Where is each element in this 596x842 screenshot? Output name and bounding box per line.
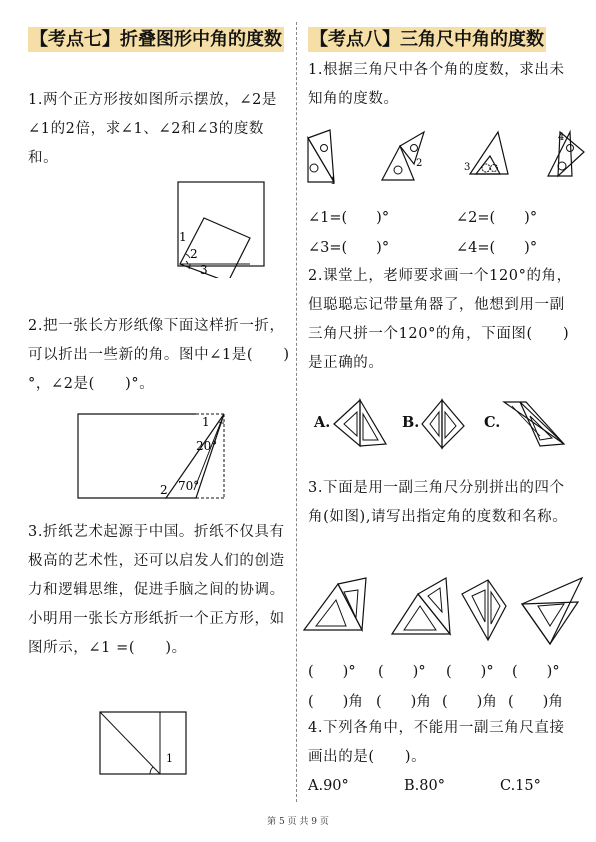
option-a-figure	[330, 398, 390, 448]
fig2-angle-70: 70°	[178, 479, 200, 493]
page-footer: 第 5 页 共 9 页	[267, 817, 329, 827]
q3-name-blank-2[interactable]: ( )角	[376, 694, 431, 710]
fig1-label-1: 1	[179, 230, 187, 244]
ruler-figure-1	[308, 130, 336, 187]
section-title-7: 【考点七】折叠图形中角的度数	[30, 29, 282, 50]
q3-name-blank-3[interactable]: ( )角	[442, 694, 497, 710]
combo-figure-1	[304, 578, 366, 630]
blank-angle-3[interactable]: ∠3=( )°	[308, 240, 390, 256]
q3-degree-blank-3[interactable]: ( )°	[446, 664, 494, 680]
fig1-label-2: 2	[190, 247, 198, 261]
q1-blanks-row-2	[308, 236, 578, 257]
svg-text:1: 1	[330, 176, 337, 187]
q3-degree-blank-4[interactable]: ( )°	[512, 664, 560, 680]
ruler-figure-3	[464, 132, 508, 174]
option-b-figure	[418, 398, 468, 450]
option-c-figure	[500, 398, 570, 450]
right-question-2: 2.课堂上，老师要求画一个120°的角，但聪聪忘记带量角器了，他想到用一副三角尺拼一个120°的角，下面图( )是正确的。	[308, 268, 572, 371]
q3-degree-row	[308, 660, 578, 681]
option-b-label[interactable]: B.	[402, 414, 420, 431]
triangle-rulers-row-3	[300, 574, 590, 646]
triangle-rulers-row-1	[300, 126, 590, 190]
blank-angle-4[interactable]: ∠4=( )°	[456, 240, 538, 256]
fig1-label-3: 3	[200, 263, 208, 277]
folded-rectangle-figure	[76, 412, 236, 502]
left-question-3: 3.折纸艺术起源于中国。折纸不仅具有极高的艺术性，还可以启发人们的创造力和逻辑思维，促进手脑之间的协调。小明用一张长方形纸折一个正方形，如图所示，∠1 =( )。	[28, 524, 285, 656]
folded-square-figure	[98, 710, 188, 776]
combo-figure-2	[392, 578, 450, 634]
fig3-label-1: 1	[166, 752, 173, 765]
blank-angle-2[interactable]: ∠2=( )°	[456, 210, 538, 226]
ruler-figure-2	[382, 132, 424, 180]
left-question-1: 1.两个正方形按如图所示摆放，∠2是∠1的2倍，求∠1、∠2和∠3的度数和。	[28, 92, 278, 166]
column-divider	[296, 22, 297, 802]
q4-option-a[interactable]: A.90°	[308, 778, 349, 794]
right-question-3: 3.下面是用一副三角尺分别拼出的四个角(如图),请写出指定角的度数和名称。	[308, 480, 568, 525]
section-title-7-wrap	[28, 26, 290, 53]
q3-degree-blank-1[interactable]: ( )°	[308, 664, 356, 680]
q3-degree-blank-2[interactable]: ( )°	[378, 664, 426, 680]
q4-option-c[interactable]: C.15°	[500, 778, 541, 794]
left-question-2: 2.把一张长方形纸像下面这样折一折，可以折出一些新的角。图中∠1是( )°，∠2是( )°。	[28, 318, 290, 392]
svg-text:3: 3	[464, 162, 471, 173]
ruler-figure-4	[548, 132, 584, 176]
option-c-label[interactable]: C.	[484, 414, 501, 431]
fig2-label-2: 2	[160, 483, 168, 497]
section-title-8: 【考点八】三角尺中角的度数	[310, 29, 544, 50]
fig2-label-1: 1	[202, 415, 210, 429]
q4-option-b[interactable]: B.80°	[404, 778, 445, 794]
q3-name-blank-4[interactable]: ( )角	[508, 694, 563, 710]
right-question-4: 4.下列各角中，不能用一副三角尺直接画出的是( )。	[308, 720, 565, 765]
q1-blanks-row-1	[308, 206, 578, 227]
right-question-1: 1.根据三角尺中各个角的度数，求出未知角的度数。	[308, 62, 565, 107]
q3-name-row	[308, 690, 578, 711]
two-squares-figure	[170, 178, 270, 278]
option-a-label[interactable]: A.	[314, 414, 331, 431]
fig2-angle-20: 20°	[196, 439, 218, 453]
combo-figure-3	[462, 580, 506, 640]
q3-name-blank-1[interactable]: ( )角	[308, 694, 363, 710]
q4-options-row	[308, 778, 578, 794]
section-title-8-wrap	[308, 26, 580, 53]
combo-figure-4	[522, 578, 582, 644]
svg-text:4: 4	[558, 132, 565, 143]
svg-text:2: 2	[416, 158, 423, 169]
blank-angle-1[interactable]: ∠1=( )°	[308, 210, 390, 226]
